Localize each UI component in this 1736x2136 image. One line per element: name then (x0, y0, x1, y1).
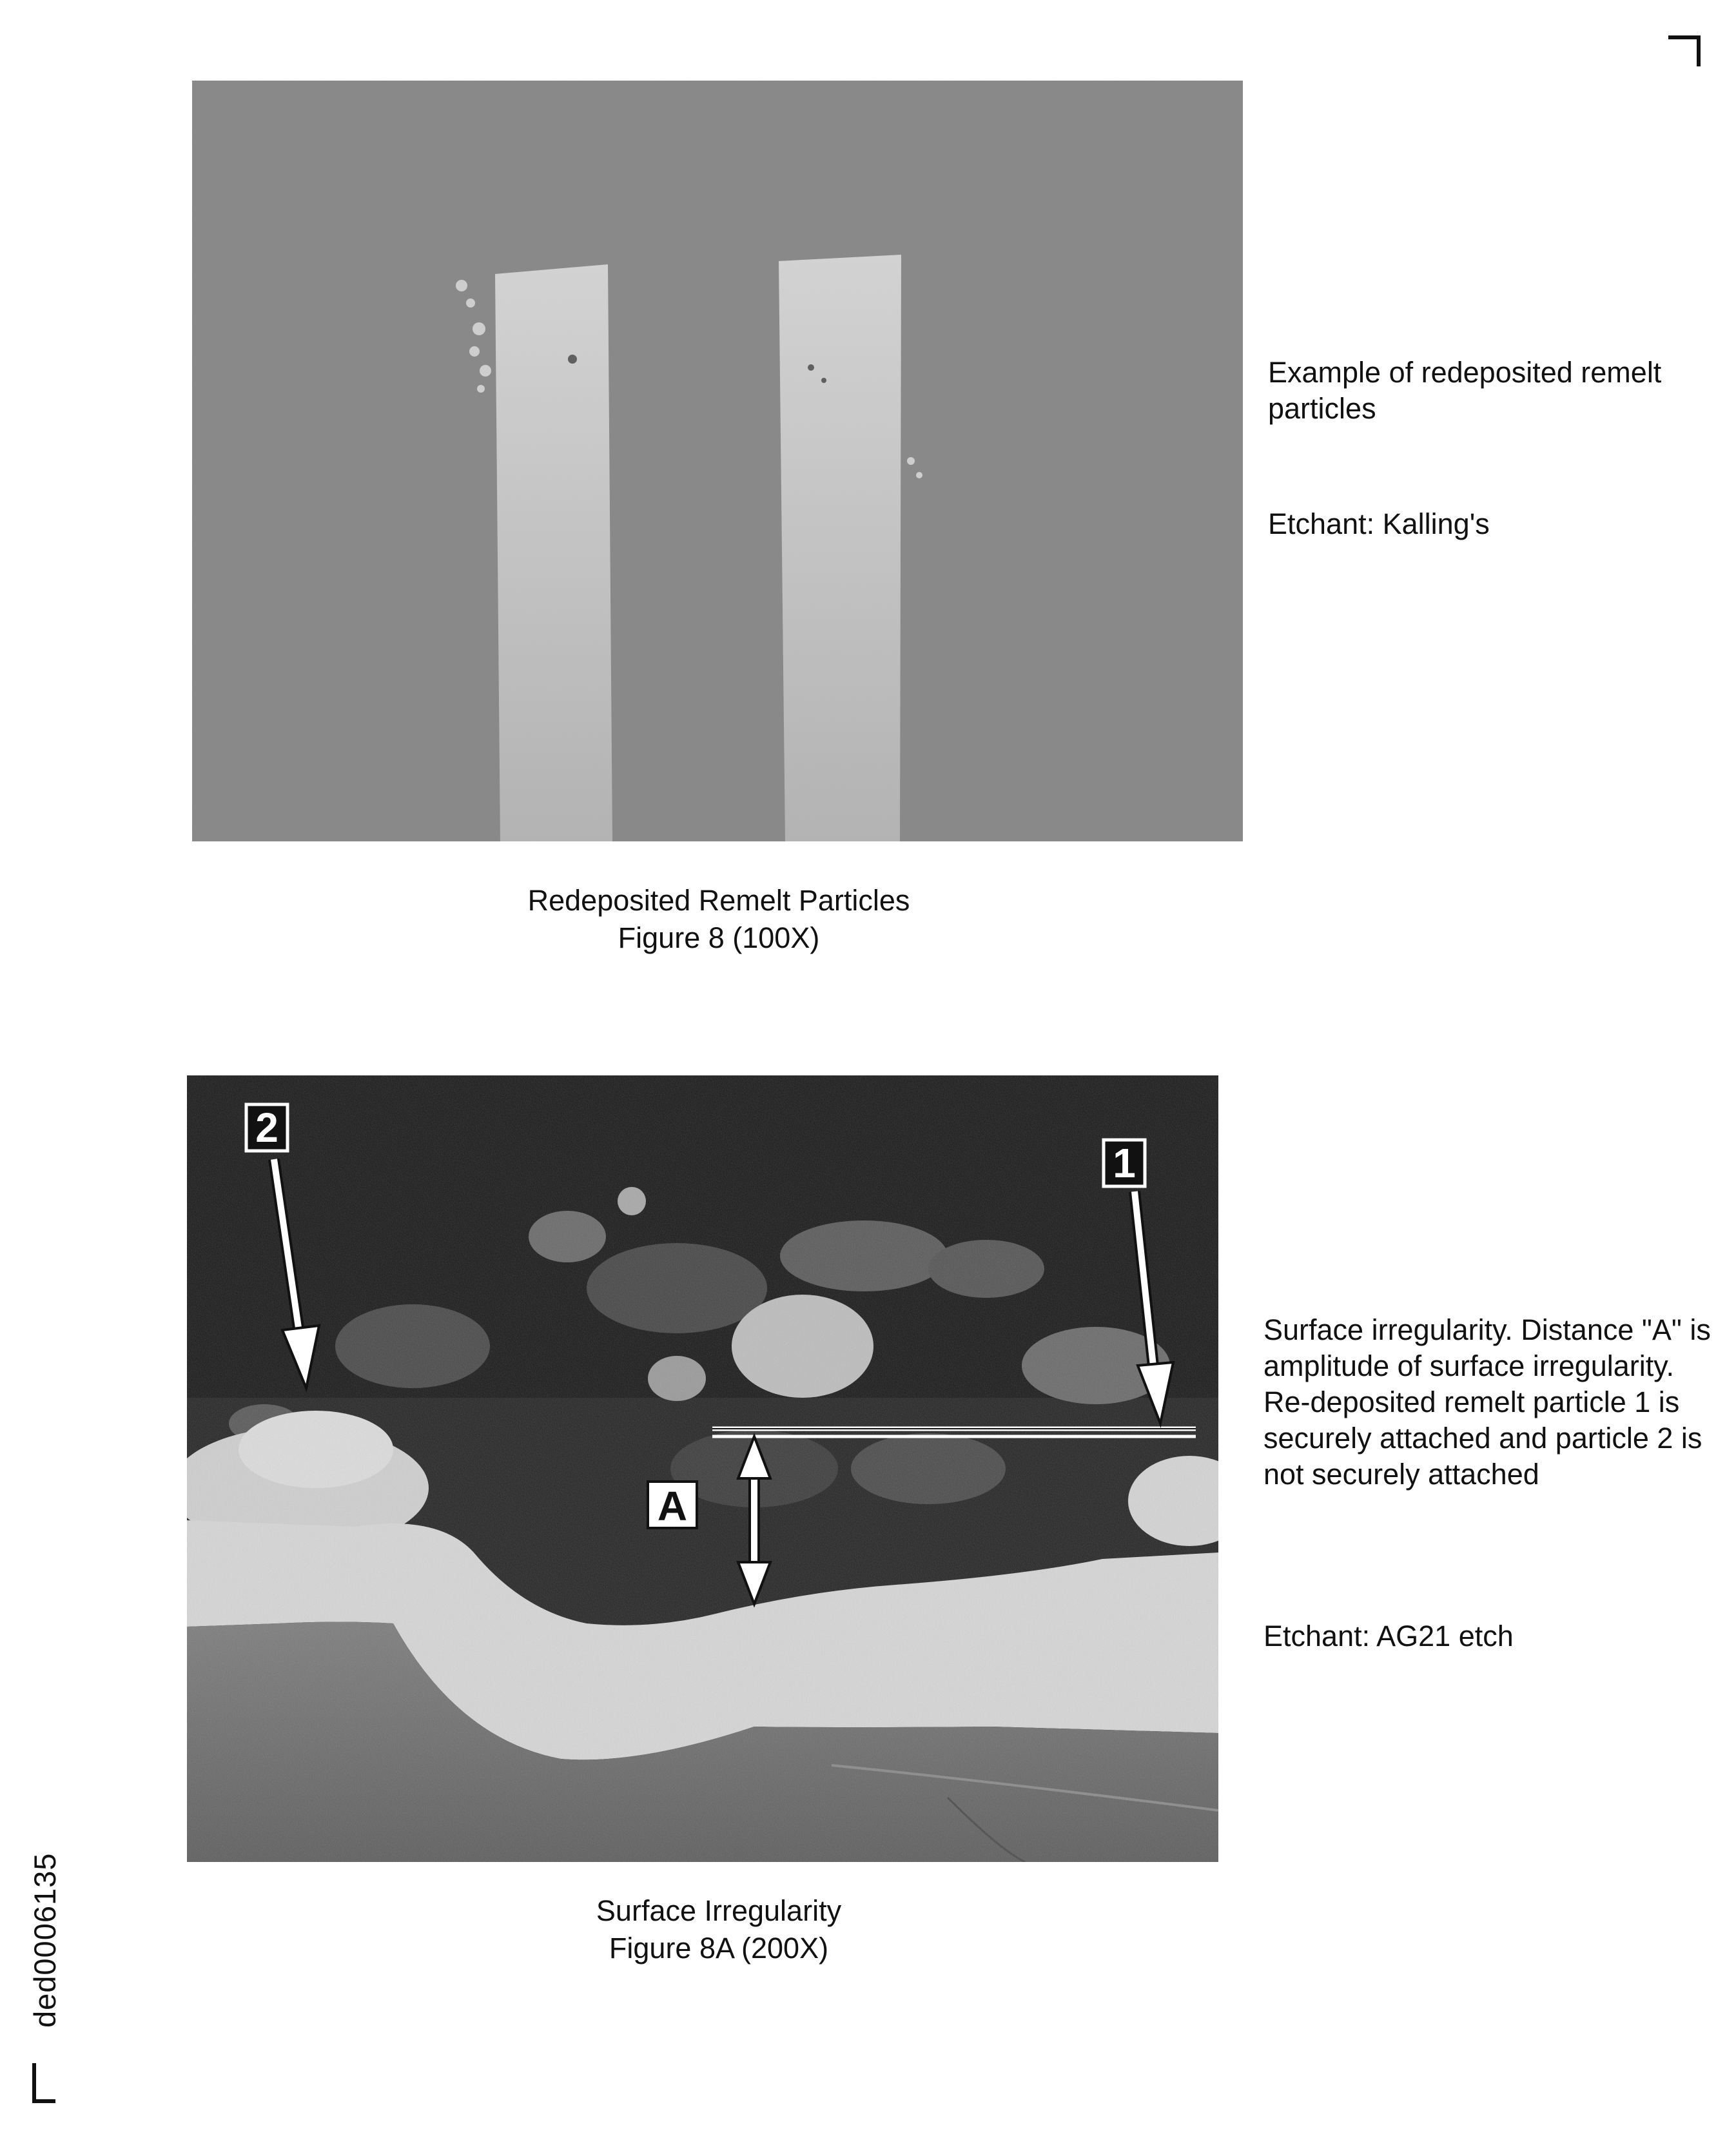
label-a-box (648, 1482, 697, 1529)
figure-8a-image (187, 1075, 1218, 1862)
figure-8a-micrograph (187, 1075, 1218, 1862)
registration-mark-top-right (1668, 35, 1701, 66)
label-2-box (246, 1104, 288, 1151)
label-particle-2: 2 (255, 1104, 278, 1151)
figure-8-description: Example of redeposited remelt particles (1268, 356, 1662, 425)
figure-8-caption-number: Figure 8 (100X) (618, 921, 820, 954)
label-particle-1: 1 (1113, 1140, 1136, 1186)
figure-8a-caption-title: Surface Irregularity (596, 1894, 842, 1927)
figure-8-caption-title: Redeposited Remelt Particles (527, 884, 910, 917)
figure-8-caption (419, 882, 1019, 957)
label-amplitude: A (657, 1483, 688, 1529)
figure-8-image (192, 81, 1243, 841)
figure-8a-caption-number: Figure 8A (200X) (609, 1932, 829, 1965)
figure-8-etchant: Etchant: Kalling's (1268, 507, 1490, 540)
figure-8a-etchant: Etchant: AG21 etch (1263, 1620, 1514, 1652)
figure-8-micrograph (192, 81, 1243, 841)
figure-8a-caption (419, 1892, 1019, 1967)
figure-8a-description: Surface irregularity. Distance "A" is amplitude of surface irregularity. Re-deposited remelt particle 1 is securely attached and particle 2 is not securely attached (1263, 1313, 1711, 1491)
document-id: ded0006135 (28, 1852, 62, 2028)
label-1-box (1104, 1140, 1145, 1186)
registration-mark-bottom-left (32, 2063, 55, 2103)
